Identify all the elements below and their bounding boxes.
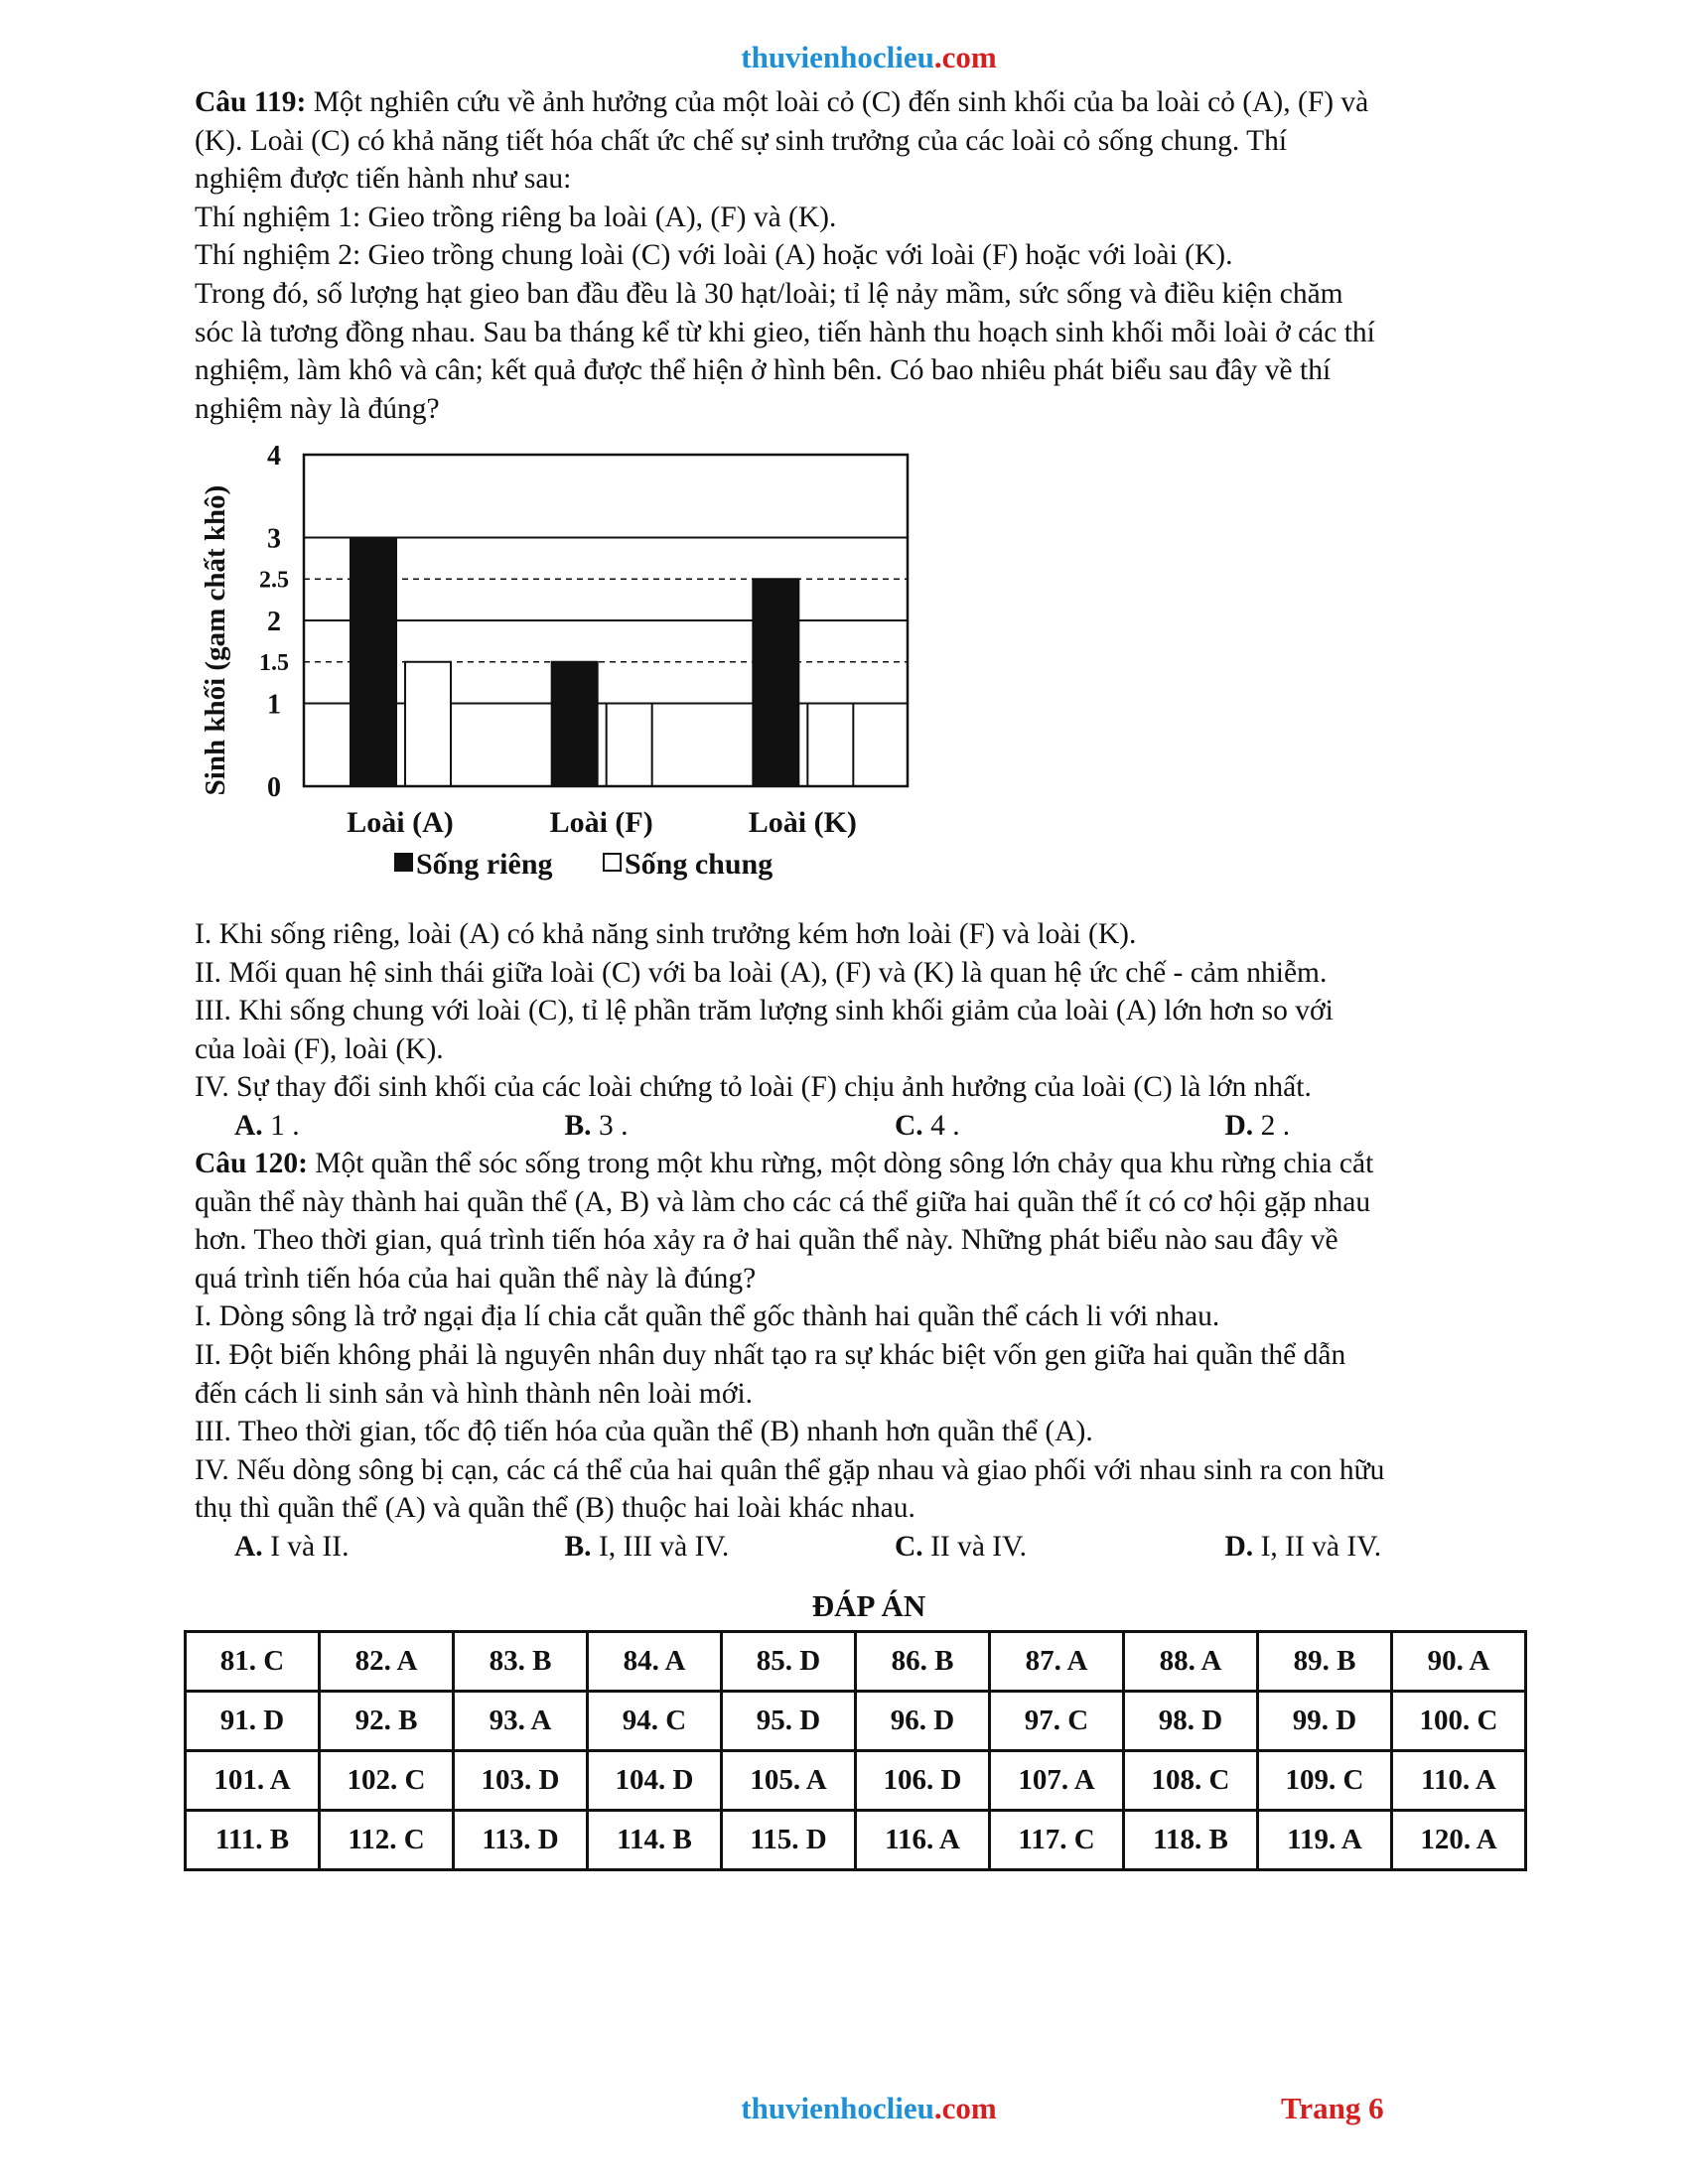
q119-option-a[interactable]: A. 1 . — [234, 1109, 300, 1142]
answer-cell: 89. B — [1258, 1632, 1392, 1692]
answer-cell: 86. B — [856, 1632, 990, 1692]
site-domain: .com — [933, 2091, 997, 2125]
answer-cell: 119. A — [1258, 1811, 1392, 1870]
answer-row — [186, 1811, 1526, 1870]
site-footer — [0, 2091, 1688, 2126]
q120-option-a[interactable]: A. I và II. — [234, 1530, 350, 1563]
bar-song-chung — [807, 704, 853, 787]
q120-line: quá trình tiến hóa của hai quần thể này là đúng? — [195, 1262, 757, 1295]
legend-swatch-song-rieng — [395, 854, 412, 871]
y-axis-label: Sinh khối (gam chất khô) — [200, 484, 231, 796]
answer-cell: 111. B — [186, 1811, 320, 1870]
bar-song-chung — [607, 704, 652, 787]
biomass-bar-chart — [195, 437, 929, 913]
answer-cell: 112. C — [320, 1811, 454, 1870]
answer-cell: 88. A — [1124, 1632, 1258, 1692]
y-tick-label: 0 — [267, 772, 281, 803]
question-119 — [195, 83, 1555, 428]
q119-line: nghiệm, làm khô và cân; kết quả được thể hiện ở hình bên. Có bao nhiêu phát biểu sau đây về thí — [195, 354, 1332, 387]
q120-statement: đến cách li sinh sản và hình thành nên loài mới. — [195, 1377, 754, 1410]
answer-cell: 116. A — [856, 1811, 990, 1870]
site-name: thuvienhoclieu — [741, 2091, 934, 2125]
answer-cell: 117. C — [990, 1811, 1124, 1870]
answer-cell: 82. A — [320, 1632, 454, 1692]
question-120 — [195, 1145, 1555, 1567]
answer-cell: 118. B — [1124, 1811, 1258, 1870]
answer-cell: 103. D — [454, 1751, 588, 1811]
answer-row — [186, 1632, 1526, 1692]
q119-label: Câu 119: — [195, 86, 307, 118]
y-tick-label: 3 — [267, 523, 281, 555]
q119-statement: II. Mối quan hệ sinh thái giữa loài (C) với ba loài (A), (F) và (K) là quan hệ ức chế - cảm nhiễm. — [195, 956, 1328, 989]
answer-cell: 87. A — [990, 1632, 1124, 1692]
answer-cell: 83. B — [454, 1632, 588, 1692]
answer-cell: 90. A — [1392, 1632, 1526, 1692]
q119-line: sóc là tương đồng nhau. Sau ba tháng kể từ khi gieo, tiến hành thu hoạch sinh khối mỗi loài ở các thí — [195, 316, 1375, 348]
q119-option-b[interactable]: B. 3 . — [564, 1109, 629, 1142]
answer-cell: 104. D — [588, 1751, 722, 1811]
y-tick-label: 2 — [267, 607, 281, 637]
q120-option-c[interactable]: C. II và IV. — [895, 1530, 1028, 1563]
answer-cell: 106. D — [856, 1751, 990, 1811]
q120-line: quần thể này thành hai quần thể (A, B) và làm cho các cá thể giữa hai quần thể ít có cơ hội gặp nhau — [195, 1185, 1371, 1218]
answer-cell: 109. C — [1258, 1751, 1392, 1811]
q120-statement: IV. Nếu dòng sông bị cạn, các cá thể của hai quân thể gặp nhau và giao phối với nhau sinh ra con hữu — [195, 1453, 1385, 1486]
q120-statement: III. Theo thời gian, tốc độ tiến hóa của quần thể (B) nhanh hơn quần thể (A). — [195, 1416, 1093, 1448]
y-tick-label: 1.5 — [259, 649, 289, 676]
q119-line: Thí nghiệm 2: Gieo trồng chung loài (C) với loài (A) hoặc với loài (F) hoặc với loài (K). — [195, 239, 1233, 272]
q120-statement: I. Dòng sông là trở ngại địa lí chia cắt quần thể gốc thành hai quần thể cách li với nhau. — [195, 1300, 1220, 1333]
answer-cell: 99. D — [1258, 1692, 1392, 1751]
bar-song-rieng — [351, 538, 396, 787]
answer-key-table — [184, 1630, 1527, 1871]
legend-swatch-song-chung — [604, 854, 621, 871]
category-label: Loài (F) — [549, 806, 653, 839]
answer-cell: 84. A — [588, 1632, 722, 1692]
answer-cell: 107. A — [990, 1751, 1124, 1811]
answer-cell: 94. C — [588, 1692, 722, 1751]
q120-line: hơn. Theo thời gian, quá trình tiến hóa xảy ra ở hai quần thể này. Những phát biểu nào sau đây về — [195, 1224, 1338, 1257]
q119-statement: III. Khi sống chung với loài (C), tỉ lệ phần trăm lượng sinh khối giảm của loài (A) lớn hơn so với — [195, 995, 1334, 1027]
q120-options — [195, 1528, 1555, 1567]
site-domain: .com — [933, 40, 997, 74]
bar-song-rieng — [552, 662, 598, 786]
answer-row — [186, 1751, 1526, 1811]
answer-cell: 114. B — [588, 1811, 722, 1870]
answer-cell: 108. C — [1124, 1751, 1258, 1811]
bar-song-rieng — [753, 579, 798, 786]
answer-cell: 115. D — [722, 1811, 856, 1870]
answer-cell: 100. C — [1392, 1692, 1526, 1751]
q119-line: (K). Loài (C) có khả năng tiết hóa chất ức chế sự sinh trưởng của các loài cỏ sống chung. Thí — [195, 124, 1288, 157]
q119-line: Thí nghiệm 1: Gieo trồng riêng ba loài (A), (F) và (K). — [195, 201, 837, 233]
answer-cell: 113. D — [454, 1811, 588, 1870]
answer-cell: 110. A — [1392, 1751, 1526, 1811]
answer-cell: 98. D — [1124, 1692, 1258, 1751]
legend-label: Sống riêng — [416, 848, 553, 881]
q119-line: nghiệm được tiến hành như sau: — [195, 163, 572, 196]
q119-statement: I. Khi sống riêng, loài (A) có khả năng sinh trưởng kém hơn loài (F) và loài (K). — [195, 918, 1137, 950]
q119-line: Trong đó, số lượng hạt gieo ban đầu đều là 30 hạt/loài; tỉ lệ nảy mầm, sức sống và điều kiện chăm — [195, 277, 1343, 310]
q119-option-d[interactable]: D. 2 . — [1224, 1109, 1291, 1142]
category-label: Loài (K) — [748, 806, 857, 839]
y-tick-label: 1 — [267, 689, 281, 721]
y-tick-label: 2.5 — [259, 567, 289, 594]
q120-option-d[interactable]: D. I, II và IV. — [1224, 1530, 1382, 1563]
q120-option-b[interactable]: B. I, III và IV. — [564, 1530, 730, 1563]
answer-cell: 92. B — [320, 1692, 454, 1751]
q119-line: nghiệm này là đúng? — [195, 392, 440, 425]
answer-cell: 91. D — [186, 1692, 320, 1751]
answer-cell: 81. C — [186, 1632, 320, 1692]
answer-cell: 93. A — [454, 1692, 588, 1751]
q120-statement: thụ thì quần thể (A) và quần thể (B) thuộc hai loài khác nhau. — [195, 1492, 915, 1525]
page-number: Trang 6 — [1281, 2091, 1384, 2125]
answer-cell: 96. D — [856, 1692, 990, 1751]
answer-cell: 102. C — [320, 1751, 454, 1811]
answer-cell: 97. C — [990, 1692, 1124, 1751]
legend-label: Sống chung — [625, 848, 774, 881]
site-name: thuvienhoclieu — [741, 40, 934, 74]
q120-statement: II. Đột biến không phải là nguyên nhân duy nhất tạo ra sự khác biệt vốn gen giữa hai quần thể dẫn — [195, 1338, 1346, 1371]
answer-cell: 105. A — [722, 1751, 856, 1811]
answer-cell: 120. A — [1392, 1811, 1526, 1870]
category-label: Loài (A) — [347, 806, 454, 839]
answer-row — [186, 1692, 1526, 1751]
q119-option-c[interactable]: C. 4 . — [895, 1109, 960, 1142]
answer-cell: 101. A — [186, 1751, 320, 1811]
q119-line: Câu 119: Một nghiên cứu về ảnh hưởng của một loài cỏ (C) đến sinh khối của ba loài cỏ (A), (F) và — [195, 86, 1369, 118]
q119-statements — [195, 915, 1555, 1146]
bar-song-chung — [405, 662, 451, 786]
site-header — [0, 40, 1688, 75]
q120-label: Câu 120: — [195, 1148, 308, 1179]
answer-key-title: ĐÁP ÁN — [811, 1588, 926, 1623]
answer-cell: 85. D — [722, 1632, 856, 1692]
y-tick-label: 4 — [267, 441, 281, 472]
answer-cell: 95. D — [722, 1692, 856, 1751]
q119-statement: của loài (F), loài (K). — [195, 1032, 444, 1065]
q120-line: Câu 120: Một quần thể sóc sống trong một khu rừng, một dòng sông lớn chảy qua khu rừng chia cắt — [195, 1148, 1374, 1179]
q119-statement: IV. Sự thay đổi sinh khối của các loài chứng tỏ loài (F) chịu ảnh hưởng của loài (C) là lớn nhất. — [195, 1071, 1312, 1104]
q119-options — [195, 1107, 1555, 1146]
